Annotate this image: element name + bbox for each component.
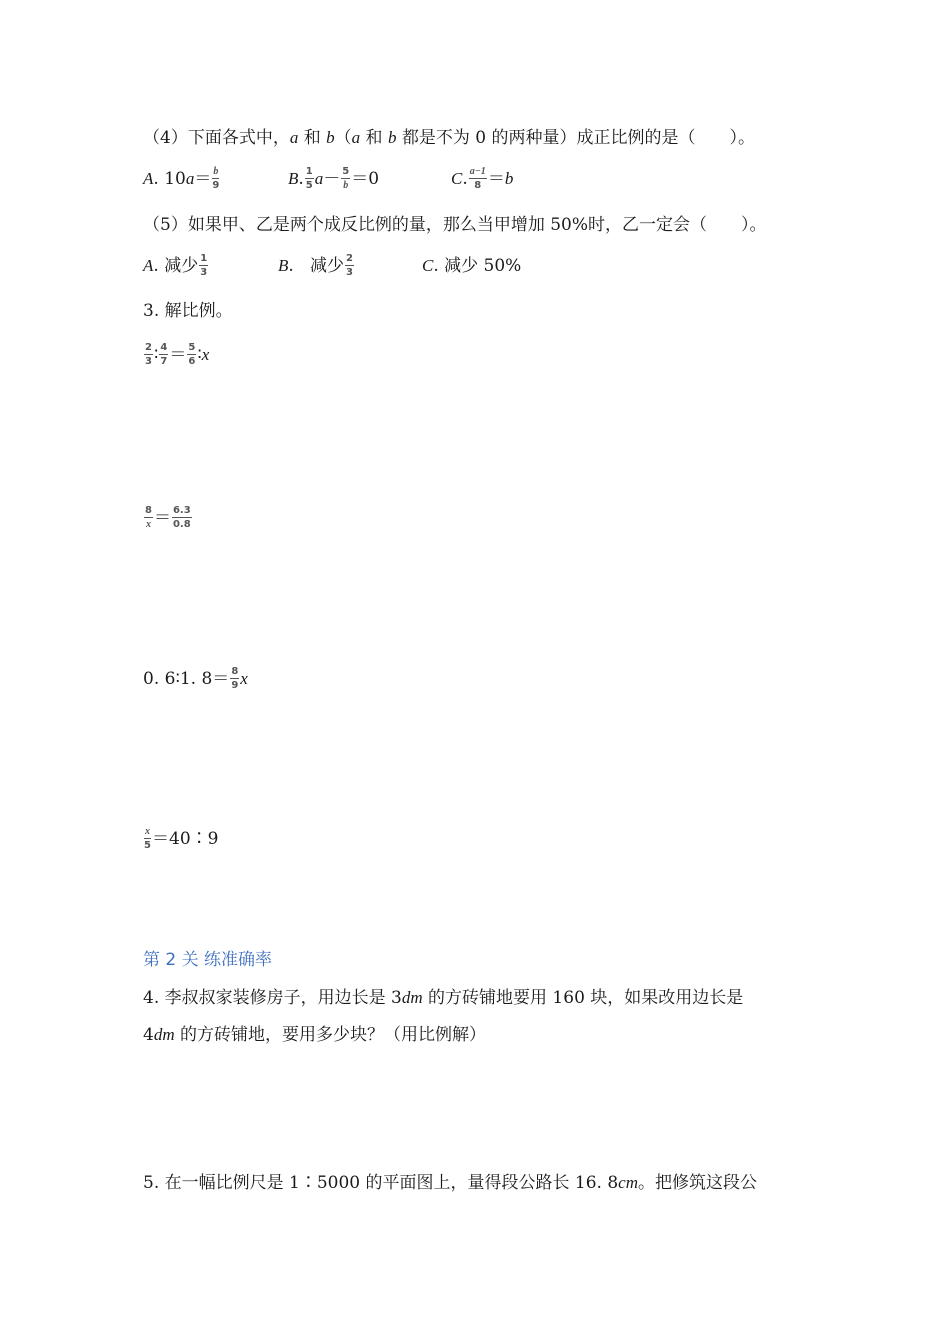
q3-equation-3: 0. 6∶1. 8＝ $\frac{8}{9}$ x [143, 666, 248, 691]
q3-equation-1: $\frac{2}{3}$ ∶ $\frac{4}{7}$ ＝ $\frac{5}{6}$ ∶x [145, 342, 210, 367]
q4-option-c: C. $\frac{a-1}{8}$ ＝b [451, 166, 514, 191]
fraction: $\frac{6.3}{0.8}$ [172, 505, 191, 530]
fraction: $\frac{8}{x}$ [145, 505, 152, 530]
fraction: $\frac{1}{3}$ [200, 253, 208, 278]
fraction: $\frac{5}{b}$ [342, 166, 350, 191]
q4-option-a: A. 10a＝ $\frac{b}{9}$ [143, 166, 220, 191]
q5-stem: （5）如果甲、乙是两个成反比例的量，那么当甲增加 50%时，乙一定会（ ）。 [143, 215, 767, 235]
q5-option-a: A. 减少 $\frac{1}{3}$ [143, 253, 208, 278]
q4b-line-1: 4. 李叔叔家装修房子，用边长是 3dm 的方砖铺地要用 160 块，如果改用边长是 [143, 988, 744, 1008]
q3-title: 3. 解比例。 [143, 301, 233, 321]
fraction: $\frac{1}{5}$ [305, 166, 313, 191]
section-heading: 第 2 关 练准确率 [143, 950, 273, 970]
fraction: $\frac{4}{7}$ [160, 342, 168, 367]
fraction: $\frac{8}{9}$ [231, 666, 239, 691]
fraction: $\frac{2}{3}$ [145, 342, 152, 367]
q4-stem: （4）下面各式中，a 和 b（a 和 b 都是不为 0 的两种量）成正比例的是（ ）。 [143, 128, 755, 148]
q3-equation-2: $\frac{8}{x}$ ＝ $\frac{6.3}{0.8}$ [145, 505, 191, 530]
q3-equation-4: $\frac{x}{5}$ ＝40∶9 [144, 826, 219, 851]
q5-option-b: B. 减少 $\frac{2}{3}$ [278, 253, 353, 278]
fraction: $\frac{2}{3}$ [346, 253, 353, 278]
q5b-line-1: 5. 在一幅比例尺是 1∶5000 的平面图上，量得段公路长 16. 8cm。把修筑这段公 [143, 1173, 757, 1193]
q5-option-c: C. 减少 50% [422, 256, 522, 276]
fraction: $\frac{b}{9}$ [212, 166, 220, 191]
q4-option-b: B. $\frac{1}{5}$ a－ $\frac{5}{b}$ ＝0 [288, 166, 380, 191]
fraction: $\frac{x}{5}$ [144, 826, 151, 851]
q4b-line-2: 4dm 的方砖铺地，要用多少块？（用比例解） [143, 1025, 487, 1045]
fraction: $\frac{5}{6}$ [188, 342, 196, 367]
fraction: $\frac{a-1}{8}$ [469, 166, 486, 191]
